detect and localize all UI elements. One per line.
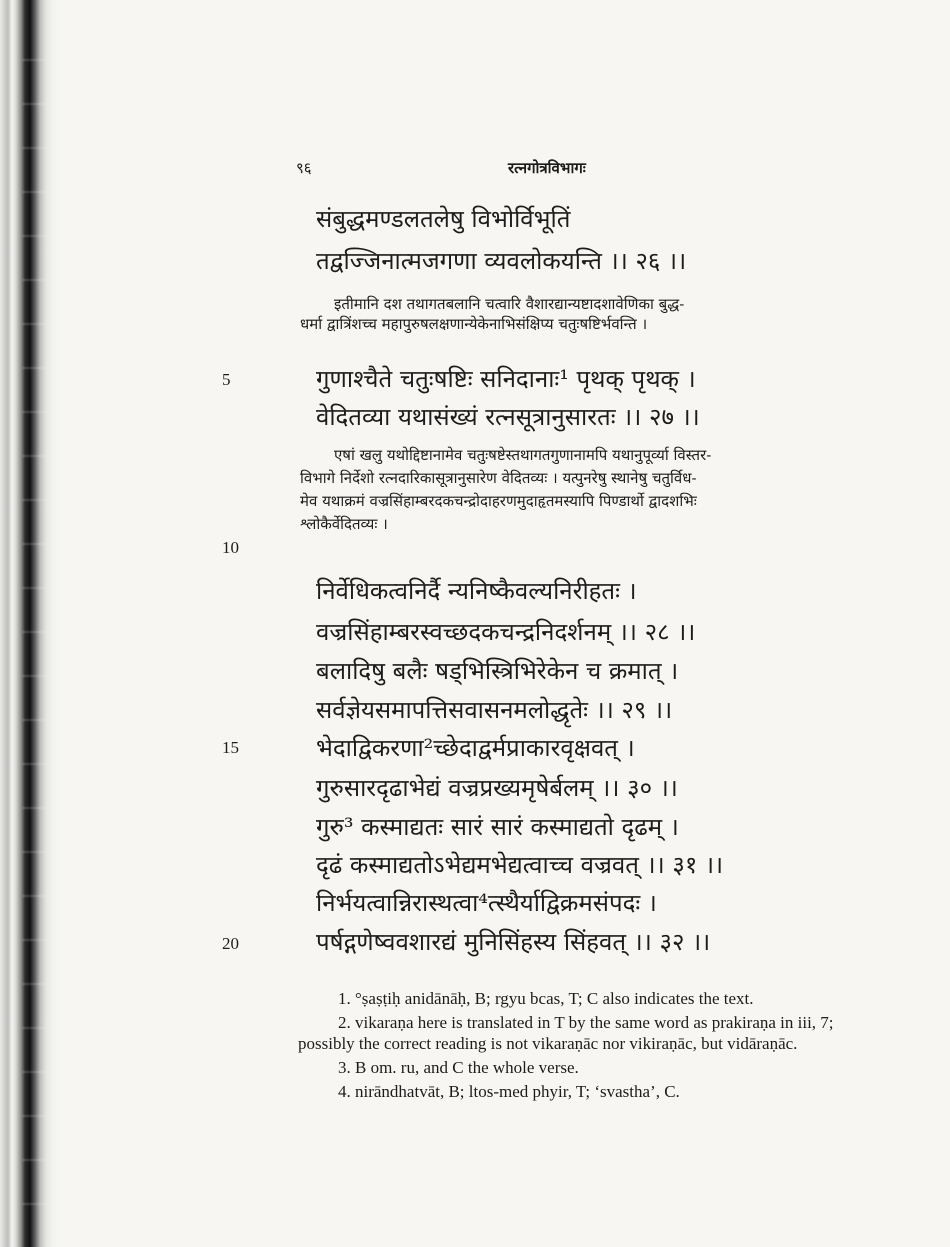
verse-line: तद्वज्जिनात्मजगणा व्यवलोकयन्ति ।। २६ ।।	[316, 247, 687, 275]
prose-line: एषां खलु यथोद्दिष्टानामेव चतुःषष्टेस्तथागतगुणानामपि यथानुपूर्व्या विस्तर-	[334, 446, 712, 464]
prose-line: श्लोकैर्वेदितव्यः ।	[300, 515, 388, 533]
footnote-4: 4. nirāndhatvāt, B; ltos-med phyir, T; ‘svastha’, C.	[338, 1082, 680, 1101]
page-header	[296, 158, 866, 180]
prose-line: इतीमानि दश तथागतबलानि चत्वारि वैशारद्यान्यष्टादशावेणिका बुद्ध-	[334, 295, 685, 313]
verse-line: वेदितव्या यथासंख्यं रत्नसूत्रानुसारतः ।। २७ ।।	[316, 403, 700, 431]
verse-line: गुरु³ कस्माद्यतः सारं सारं कस्माद्यतो दृढम् ।	[316, 813, 679, 841]
line-number: 15	[222, 738, 239, 757]
verse-line: वज्रसिंहाम्बरस्वच्छदकचन्द्रनिदर्शनम् ।। २८ ।।	[316, 618, 696, 646]
prose-line: विभागे निर्देशो रत्नदारिकासूत्रानुसारेण वेदितव्यः । यत्पुनरेषु स्थानेषु चतुर्विध-	[300, 469, 697, 487]
prose-line: मेव यथाक्रमं वज्रसिंहाम्बरदकचन्द्रोदाहरणमुदाहृतमस्यापि पिण्डार्थो द्वादशभिः	[300, 492, 697, 510]
verse-line: दृढं कस्माद्यतोऽभेद्यमभेद्यत्वाच्च वज्रवत् ।। ३१ ।।	[316, 851, 724, 879]
prose-paragraph-1	[300, 294, 870, 334]
verse-line: भेदाद्विकरणा²च्छेदाद्वर्मप्राकारवृक्षवत् ।	[316, 734, 635, 762]
verse-line: गुणाश्चैते चतुःषष्टिः सनिदानाः¹ पृथक् पृथक् ।	[316, 365, 696, 393]
prose-line: धर्मा द्वात्रिंशच्च महापुरुषलक्षणान्येकेनाभिसंक्षिप्य चतुःषष्टिर्भवन्ति ।	[300, 315, 648, 333]
verse-line: निर्भयत्वान्निरास्थत्वा⁴त्स्थैर्याद्विक्रमसंपदः ।	[316, 889, 657, 917]
verse-line: निर्वेधिकत्वनिर्दै न्यनिष्कैवल्यनिरीहतः ।	[316, 577, 637, 605]
verse-line: बलादिषु बलैः षड्भिस्त्रिभिरेकेन च क्रमात् ।	[316, 657, 679, 685]
footnote-3: 3. B om. ru, and C the whole verse.	[338, 1058, 579, 1077]
footnotes	[298, 988, 873, 1105]
line-number: 5	[222, 370, 231, 389]
book-binding-shadow	[0, 0, 62, 1247]
footnote-2: 2. vikaraṇa here is translated in T by the same word as prakiraṇa in iii, 7; possibly the correct reading is not vikaraṇāc nor vikiraṇāc, but vidāraṇāc.	[298, 1013, 834, 1053]
prose-paragraph-2	[300, 444, 870, 536]
footnote-1: 1. °ṣaṣṭiḥ anidānāḥ, B; rgyu bcas, T; C also indicates the text.	[338, 989, 754, 1008]
page-number: ९६	[296, 159, 312, 177]
verse-line: संबुद्धमण्डलतलेषु विभोर्विभूतिं	[316, 205, 571, 233]
running-title: रत्नगोत्रविभागः	[508, 159, 586, 177]
verse-line: गुरुसारदृढाभेद्यं वज्रप्रख्यमृषेर्बलम् ।। ३० ।।	[316, 774, 678, 802]
line-number: 20	[222, 934, 239, 953]
verse-line: सर्वज्ञेयसमापत्तिसवासनमलोद्धृतेः ।। २९ ।।	[316, 696, 673, 724]
verse-line: पर्षद्गणेष्ववशारद्यं मुनिसिंहस्य सिंहवत् ।। ३२ ।।	[316, 928, 711, 956]
line-number: 10	[222, 538, 239, 557]
